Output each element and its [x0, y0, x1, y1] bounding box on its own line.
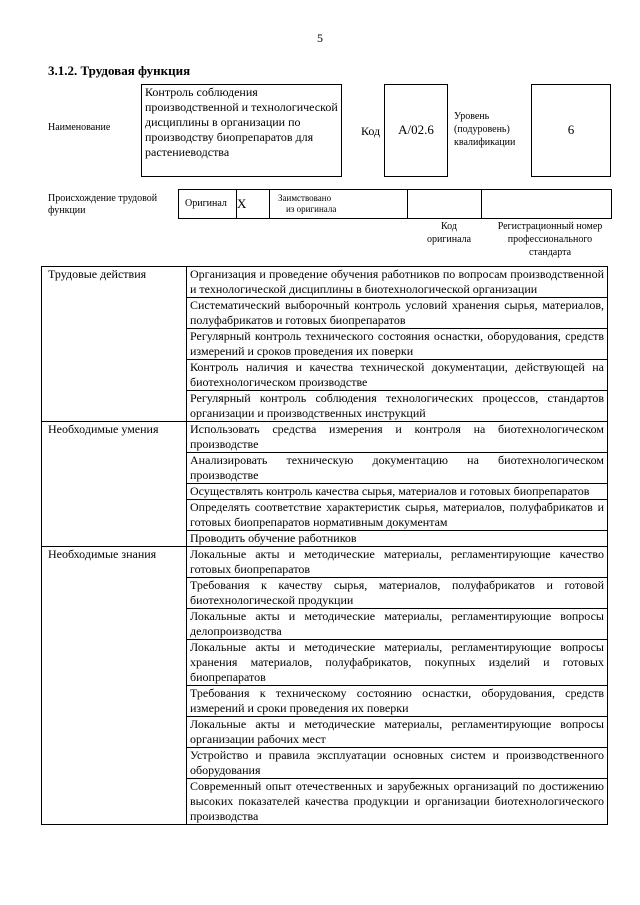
origin-label: Происхождение трудовой функции [48, 193, 158, 216]
table-row [42, 547, 608, 578]
table-cell: Определять соответствие характеристик сырья, материалов, полуфабрикатов и готовых биопрепаратов нормативным документам [187, 500, 608, 531]
table-cell: Использовать средства измерения и контроля на биотехнологическом производстве [187, 422, 608, 453]
origin-row [178, 189, 612, 219]
table-cell: Регулярный контроль соблюдения технологических процессов, стандартов организации и производственных инструкций [187, 391, 608, 422]
table-cell: Современный опыт отечественных и зарубежных организаций по достижению высоких показателей качества продукции и организации биотехнологического производства [187, 779, 608, 825]
name-label: Наименование [48, 122, 111, 133]
borrowed-label-line1: Заимствовано [278, 193, 332, 203]
table-cell: Контроль наличия и качества технической документации, действующей на биотехнологическом производстве [187, 360, 608, 391]
level-label-line3: квалификации [454, 137, 516, 148]
level-label [454, 110, 515, 149]
table-cell: Локальные акты и методические материалы, регламентирующие вопросы организации рабочих мест [187, 717, 608, 748]
borrowed-label [270, 189, 408, 219]
table-cell: Систематический выборочный контроль условий хранения сырья, материалов, полуфабрикатов и готовых биопрепаратов [187, 298, 608, 329]
group-title: Необходимые знания [42, 547, 187, 825]
original-label: Оригинал [178, 189, 236, 219]
group-title: Трудовые действия [42, 267, 187, 422]
page-number: 5 [317, 31, 323, 45]
section-title: 3.1.2. Трудовая функция [48, 63, 191, 78]
level-value: 6 [531, 84, 611, 177]
original-code-cell [408, 189, 482, 219]
table-row [42, 422, 608, 453]
table-cell: Анализировать техническую документацию на биотехнологическом производстве [187, 453, 608, 484]
table-cell: Требования к качеству сырья, материалов, полуфабрикатов и готовой биотехнологической продукции [187, 578, 608, 609]
reg-number-cell [482, 189, 612, 219]
reg-number-line2: профессионального [507, 234, 593, 245]
level-label-line2: (подуровень) [454, 124, 510, 135]
table-cell: Осуществлять контроль качества сырья, материалов и готовых биопрепаратов [187, 484, 608, 500]
code-value: А/02.6 [384, 84, 448, 177]
code-of-original-line2: оригинала [426, 234, 472, 245]
table-cell: Локальные акты и методические материалы, регламентирующие качество готовых биопрепаратов [187, 547, 608, 578]
table-cell: Регулярный контроль технического состояния оснастки, оборудования, средств измерений и сроков проведения их поверки [187, 329, 608, 360]
table-cell: Организация и проведение обучения работников по вопросам производственной и технологической дисциплины в биотехнологической организации [187, 267, 608, 298]
reg-number-line1: Регистрационный номер [497, 221, 603, 232]
function-name-box: Контроль соблюдения производственной и технологической дисциплины в организации по производству биопрепаратов для растениеводства [141, 84, 342, 177]
reg-number-line3: стандарта [528, 247, 572, 258]
code-of-original-label [412, 220, 486, 246]
original-mark: X [236, 189, 270, 219]
table-cell: Требования к техническому состоянию оснастки, оборудования, средств измерений и сроки проведения их поверки [187, 686, 608, 717]
code-label: Код [361, 124, 381, 138]
table-cell: Устройство и правила эксплуатации основных систем и производственного оборудования [187, 748, 608, 779]
borrowed-label-line2: из оригинала [286, 204, 337, 214]
level-label-line1: Уровень [454, 111, 490, 122]
code-of-original-line1: Код [441, 221, 457, 232]
table-cell: Локальные акты и методические материалы, регламентирующие вопросы делопроизводства [187, 609, 608, 640]
reg-number-label [488, 220, 612, 259]
group-title: Необходимые умения [42, 422, 187, 547]
table-cell: Локальные акты и методические материалы, регламентирующие вопросы хранения материалов, полуфабрикатов, покупных изделий и готовых биопрепаратов [187, 640, 608, 686]
table-cell: Проводить обучение работников [187, 531, 608, 547]
table-row [42, 267, 608, 298]
function-details-table [41, 266, 608, 825]
